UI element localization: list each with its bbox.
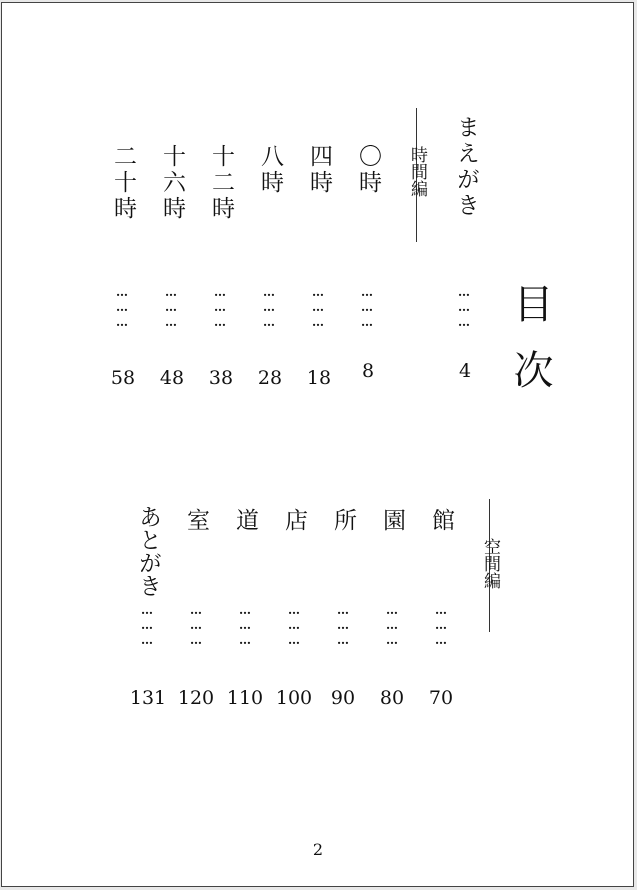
leader-dots: ……… [238, 603, 252, 648]
leader-dots: ……… [385, 603, 399, 648]
toc-entry-label: 四時 [306, 144, 332, 196]
folio-page-number: 2 [312, 840, 324, 859]
toc-page-number: 48 [159, 367, 185, 389]
toc-entry-label: 所 [330, 508, 356, 534]
toc-title: 目次 [507, 283, 553, 415]
toc-page-number: 18 [306, 367, 332, 389]
toc-entry-label: 園 [379, 508, 405, 534]
toc-entry-label: 館 [428, 508, 454, 534]
toc-entry-label: まえがき [453, 115, 479, 219]
leader-dots: ……… [164, 285, 178, 330]
toc-page-number: 8 [361, 360, 375, 382]
section-label-space: 空間編 [480, 538, 500, 589]
toc-page-number: 90 [330, 687, 356, 709]
leader-dots: ……… [287, 603, 301, 648]
leader-dots: ……… [213, 285, 227, 330]
leader-dots: ……… [115, 285, 129, 330]
toc-entry-label: 二十時 [110, 144, 136, 222]
document-page [1, 2, 634, 887]
toc-page-number: 4 [458, 360, 472, 382]
toc-page-number: 100 [275, 687, 313, 709]
toc-page-number: 131 [129, 687, 167, 709]
toc-page-number: 28 [257, 367, 283, 389]
toc-page-number: 58 [110, 367, 136, 389]
leader-dots: ……… [140, 603, 154, 648]
leader-dots: ……… [189, 603, 203, 648]
toc-entry-label: 店 [281, 508, 307, 534]
toc-page-number: 120 [177, 687, 215, 709]
toc-page-number: 80 [379, 687, 405, 709]
leader-dots: ……… [336, 603, 350, 648]
leader-dots: ……… [457, 285, 471, 330]
toc-entry-label: 八時 [257, 144, 283, 196]
toc-entry-label: 十二時 [208, 144, 234, 222]
leader-dots: ……… [311, 285, 325, 330]
toc-page-number: 70 [428, 687, 454, 709]
toc-entry-label: 道 [232, 508, 258, 534]
leader-dots: ……… [360, 285, 374, 330]
leader-dots: ……… [262, 285, 276, 330]
toc-entry-label: 〇時 [355, 144, 381, 196]
toc-entry-label: 十六時 [159, 144, 185, 222]
toc-entry-label: あとがき [135, 505, 161, 597]
section-label-time: 時間編 [407, 146, 427, 197]
toc-entry-label: 室 [183, 508, 209, 534]
toc-page-number: 38 [208, 367, 234, 389]
leader-dots: ……… [434, 603, 448, 648]
toc-page-number: 110 [226, 687, 264, 709]
